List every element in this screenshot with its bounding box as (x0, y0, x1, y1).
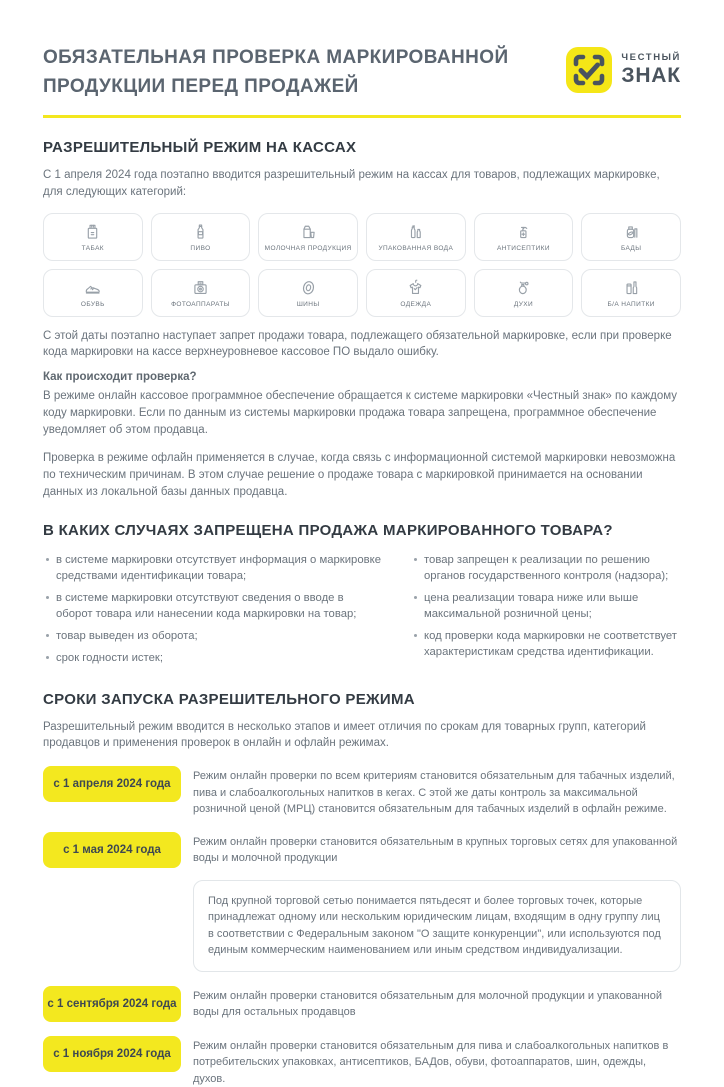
timeline-row-november (43, 1036, 681, 1087)
supplements-icon (621, 221, 642, 242)
category-label: ОБУВЬ (80, 301, 105, 309)
date-badge: с 1 сентября 2024 года (43, 986, 181, 1022)
paragraph-ban: С этой даты поэтапно наступает запрет продажи товара, подлежащего обязательной маркировке, если при проверке кода маркировки на кассе верхнеуровневое кассовое ПО выдало ошибку. (43, 329, 672, 359)
section-heading-permit-regime: РАЗРЕШИТЕЛЬНЫЙ РЕЖИМ НА КАССАХ (43, 138, 357, 156)
timeline-intro: Разрешительный режим вводится в несколько этапов и имеет отличия по срокам для товарных групп, категорий продавцов и применения проверок в онлайн и офлайн режимах. (43, 720, 646, 750)
category-card-clothing (366, 269, 466, 317)
list-item: в системе маркировки отсутствует информация о маркировке средствами идентификации товара; (43, 552, 383, 584)
category-card-antiseptic (474, 213, 574, 261)
timeline-text: Режим онлайн проверки становится обязательным для молочной продукции и упакованной воды для остальных продавцов (193, 989, 662, 1019)
timeline-row-may (43, 832, 681, 868)
date-badge: с 1 апреля 2024 года (43, 766, 181, 802)
footwear-icon (82, 277, 103, 298)
category-card-tobacco (43, 213, 143, 261)
category-label: ОДЕЖДА (400, 301, 432, 309)
list-item: товар выведен из оборота; (43, 628, 383, 644)
list-item: цена реализации товара ниже или выше максимальной розничной цены; (411, 590, 681, 622)
category-label: БАДЫ (620, 245, 642, 253)
timeline-text: Режим онлайн проверки по всем критериям становится обязательным для табачных изделий, пива и слабоалкогольных напитков в кегах. С этой же даты контроль за максимальной розничной ценой (МРЦ) становится обязательным для табачных изделий в офлайн режиме. (193, 770, 675, 816)
intro-paragraph: С 1 апреля 2024 года поэтапно вводится разрешительный режим на кассах для товаров, подлежащих маркировке, для следующих категорий: (43, 168, 660, 198)
category-label: МОЛОЧНАЯ ПРОДУКЦИЯ (264, 245, 352, 253)
category-label: ШИНЫ (296, 301, 320, 309)
category-card-soft-drinks (581, 269, 681, 317)
logo-wordmark (621, 52, 681, 88)
category-label: ПИВО (190, 245, 211, 253)
dairy-icon (298, 221, 319, 242)
list-item: код проверки кода маркировки не соответствует характеристикам средства идентификации. (411, 628, 681, 660)
yellow-divider (43, 115, 681, 118)
clothing-icon (405, 277, 426, 298)
checkmark-logo-icon (566, 47, 612, 93)
paragraph-offline-mode: Проверка в режиме офлайн применяется в случае, когда связь с информационной системой маркировки невозможна по техническим причинам. В этом случае решение о продаже товара с маркировкой принимается на основании данных из локальной базы данных продавца. (43, 451, 676, 498)
category-label: ДУХИ (513, 301, 534, 309)
list-item: в системе маркировки отсутствуют сведения о вводе в оборот товара или нанесении кода маркировки на товар; (43, 590, 383, 622)
section-heading-ban-cases: В КАКИХ СЛУЧАЯХ ЗАПРЕЩЕНА ПРОДАЖА МАРКИРОВАННОГО ТОВАРА? (43, 521, 613, 539)
list-item: товар запрещен к реализации по решению органов государственного контроля (надзора); (411, 552, 681, 584)
camera-icon (190, 277, 211, 298)
date-badge: с 1 мая 2024 года (43, 832, 181, 868)
category-label: ФОТОАППАРАТЫ (171, 301, 230, 309)
category-card-supplements (581, 213, 681, 261)
chestny-znak-logo (566, 47, 681, 93)
ban-cases-columns (43, 552, 681, 673)
category-label: Б/А НАПИТКИ (607, 301, 655, 309)
ban-cases-list-left (43, 552, 383, 667)
soft-drinks-icon (621, 277, 642, 298)
antiseptic-icon (513, 221, 534, 242)
section-heading-launch-dates: СРОКИ ЗАПУСКА РАЗРЕШИТЕЛЬНОГО РЕЖИМА (43, 690, 415, 708)
category-card-tires (258, 269, 358, 317)
header (43, 44, 681, 102)
logo-brand-bottom: ЗНАК (621, 64, 681, 87)
timeline-text: Режим онлайн проверки становится обязательным в крупных торговых сетях для упакованной воды и молочной продукции (193, 835, 678, 865)
category-label: ТАБАК (81, 245, 104, 253)
subheading-how-check: Как происходит проверка? (43, 371, 197, 384)
category-label: УПАКОВАННАЯ ВОДА (378, 245, 454, 253)
category-card-water (366, 213, 466, 261)
category-card-dairy (258, 213, 358, 261)
category-card-perfume (474, 269, 574, 317)
logo-brand-top: ЧЕСТНЫЙ (621, 52, 681, 63)
date-badge: с 1 ноября 2024 года (43, 1036, 181, 1072)
timeline-row-september (43, 986, 681, 1022)
water-icon (405, 221, 426, 242)
timeline-text: Режим онлайн проверки становится обязательным для пива и слабоалкогольных напитков в потребительских упаковках, антисептиков, БАДов, обуви, фотоаппаратов, шин, одежды, духов. (193, 1039, 669, 1085)
category-card-footwear (43, 269, 143, 317)
timeline-row-april (43, 766, 681, 818)
beer-icon (190, 221, 211, 242)
category-label: АНТИСЕПТИКИ (497, 245, 550, 253)
category-grid (43, 213, 681, 317)
ban-cases-list-right (411, 552, 681, 661)
perfume-icon (513, 277, 534, 298)
page-title: ОБЯЗАТЕЛЬНАЯ ПРОВЕРКА МАРКИРОВАННОЙ ПРОДУКЦИИ ПЕРЕД ПРОДАЖЕЙ (43, 47, 509, 97)
tobacco-icon (82, 221, 103, 242)
category-card-camera (151, 269, 251, 317)
paragraph-online-mode: В режиме онлайн кассовое программное обеспечение обращается к системе маркировки «Честный знак» по каждому коду маркировки. Если по данным из системы маркировки продажа товара запрещена, программное обеспечение уведомляет об этом продавца. (43, 390, 678, 437)
list-item: срок годности истек; (43, 650, 383, 666)
category-card-beer (151, 213, 251, 261)
large-retail-note: Под крупной торговой сетью понимается пятьдесят и более торговых точек, которые принадлежат одному или нескольким юридическим лицам, входящим в одну группу лиц в соответствии с Федеральным законом "О защите конкуренции", или используются под единым коммерческим наименованием или иным средством индивидуализации. (193, 880, 681, 972)
tires-icon (298, 277, 319, 298)
